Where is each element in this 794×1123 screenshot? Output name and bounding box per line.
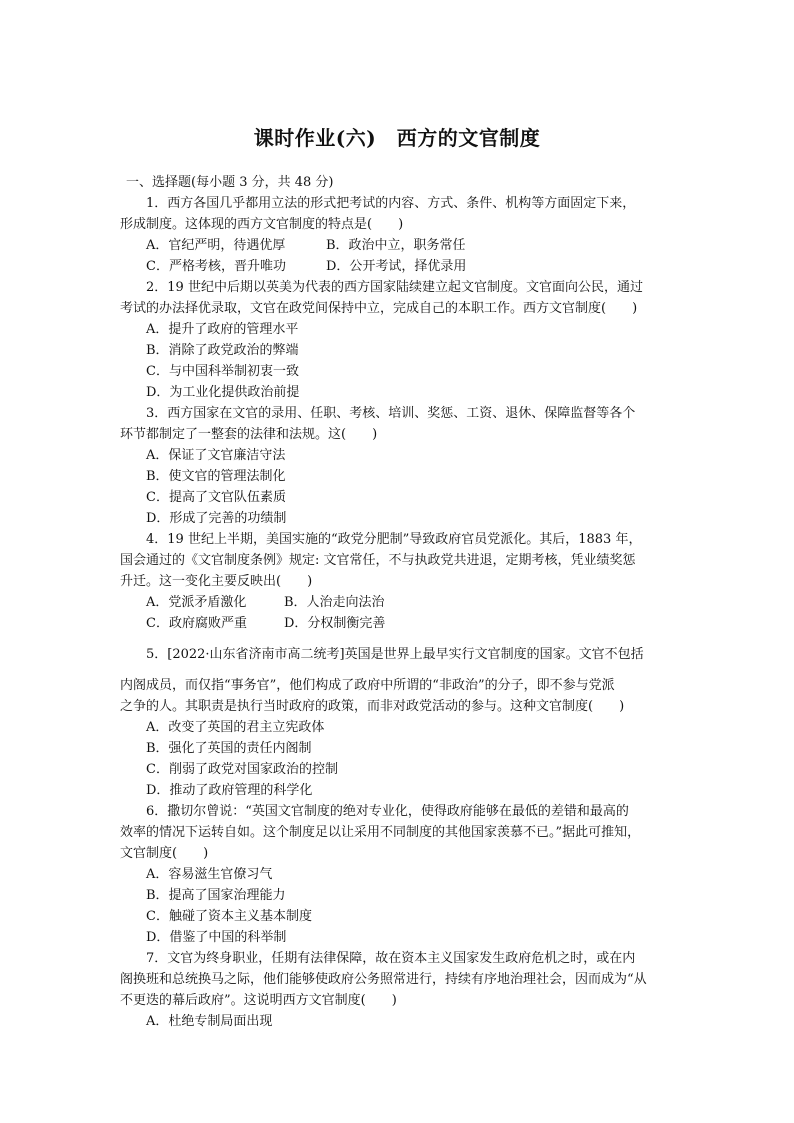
option-a[interactable]: A．杜绝专制局面出现 [146, 1014, 273, 1029]
option-b[interactable]: B．提高了国家治理能力 [146, 888, 286, 903]
option-a[interactable]: A．提升了政府的管理水平 [146, 322, 299, 337]
question-stem-line: 6．撒切尔曾说：“英国文官制度的绝对专业化，使得政府能够在最低的差错和最高的 [146, 804, 629, 819]
option-row [120, 592, 685, 613]
question-list [120, 172, 685, 1032]
question-stem-line: 7．文官为终身职业，任期有法律保障，故在资本主义国家发生政府危机之时，或在内 [146, 951, 636, 966]
question-stem-line: 4．19 世纪上半期，美国实施的“政党分肥制”导致政府官员党派化。其后，1883 年， [146, 532, 642, 547]
question-stem-line: 形成制度。这体现的西方文官制度的特点是( ) [120, 217, 404, 232]
question-stem-line: 文官制度( ) [120, 846, 209, 861]
option-d[interactable]: D．分权制衡完善 [284, 616, 386, 631]
question-3 [120, 403, 685, 529]
question-stem-line: 升迁。这一变化主要反映出( ) [120, 574, 313, 589]
option-c[interactable]: C．严格考核，晋升唯功 [146, 259, 286, 274]
option-c[interactable]: C．与中国科举制初衷一致 [146, 364, 299, 379]
option-c[interactable]: C．削弱了政党对国家政治的控制 [146, 762, 338, 777]
question-2 [120, 277, 685, 403]
question-stem-line: 阁换班和总统换马之际，他们能够使政府公务照常进行，持续有序地治理社会，因而成为“从 [120, 972, 647, 987]
option-row [120, 256, 685, 277]
option-b[interactable]: B．强化了英国的责任内阁制 [146, 741, 312, 756]
option-d[interactable]: D．推动了政府管理的科学化 [146, 783, 313, 798]
option-a[interactable]: A．容易滋生官僚习气 [146, 867, 273, 882]
section-heading: 一、选择题(每小题 3 分，共 48 分) [126, 175, 334, 190]
question-stem-line: 2．19 世纪中后期以英美为代表的西方国家陆续建立起文官制度。文官面向公民，通过 [146, 280, 643, 295]
option-a[interactable]: A．改变了英国的君主立宪政体 [146, 720, 325, 735]
question-7 [120, 948, 685, 1032]
option-row [120, 235, 685, 256]
option-a[interactable]: A．保证了文官廉洁守法 [146, 448, 286, 463]
option-d[interactable]: D．借鉴了中国的科举制 [146, 930, 287, 945]
option-b[interactable]: B．使文官的管理法制化 [146, 469, 286, 484]
question-stem-line: 之争的人。其职责是执行当时政府的政策，而非对政党活动的参与。这种文官制度( ) [120, 699, 625, 714]
option-d[interactable]: D．形成了完善的功绩制 [146, 511, 287, 526]
option-b[interactable]: B．人治走向法治 [284, 595, 385, 610]
option-row [120, 613, 685, 634]
option-c[interactable]: C．提高了文官队伍素质 [146, 490, 286, 505]
question-stem-line: 考试的办法择优录取，文官在政党间保持中立，完成自己的本职工作。西方文官制度( ) [120, 301, 638, 316]
question-stem-line: 内阁成员，而仅指“事务官”，他们构成了政府中所谓的“非政治”的分子，即不参与党派 [120, 678, 615, 693]
question-5 [120, 644, 685, 801]
option-b[interactable]: B．政治中立，职务常任 [326, 238, 466, 253]
option-a[interactable]: A．党派矛盾激化 [146, 595, 247, 610]
question-1 [120, 193, 685, 277]
page-title: 课时作业(六) 西方的文官制度 [253, 126, 541, 150]
option-c[interactable]: C．政府腐败严重 [146, 616, 247, 631]
option-c[interactable]: C．触碰了资本主义基本制度 [146, 909, 312, 924]
question-stem-line: 国会通过的《文官制度条例》规定: 文官常任，不与执政党共进退，定期考核，凭业绩奖惩 [120, 553, 636, 568]
option-a[interactable]: A．官纪严明，待遇优厚 [146, 238, 286, 253]
option-d[interactable]: D．为工业化提供政治前提 [146, 385, 300, 400]
question-stem-line: 环节都制定了一整套的法律和法规。这( ) [120, 427, 378, 442]
question-stem-line: 3．西方国家在文官的录用、任职、考核、培训、奖惩、工资、退休、保障监督等各个 [146, 406, 636, 421]
question-stem-line: 不更迭的幕后政府”。这说明西方文官制度( ) [120, 993, 397, 1008]
question-stem-line: 效率的情况下运转自如。这个制度足以让采用不同制度的其他国家羡慕不已。”据此可推知， [120, 825, 641, 840]
question-stem-line: 1．西方各国几乎都用立法的形式把考试的内容、方式、条件、机构等方面固定下来， [146, 196, 636, 211]
option-d[interactable]: D．公开考试，择优录用 [326, 259, 467, 274]
question-6 [120, 801, 685, 948]
question-stem-line: 5．[2022·山东省济南市高二统考]英国是世界上最早实行文官制度的国家。文官不包括 [146, 647, 644, 662]
option-b[interactable]: B．消除了政党政治的弊端 [146, 343, 299, 358]
question-4 [120, 529, 685, 634]
